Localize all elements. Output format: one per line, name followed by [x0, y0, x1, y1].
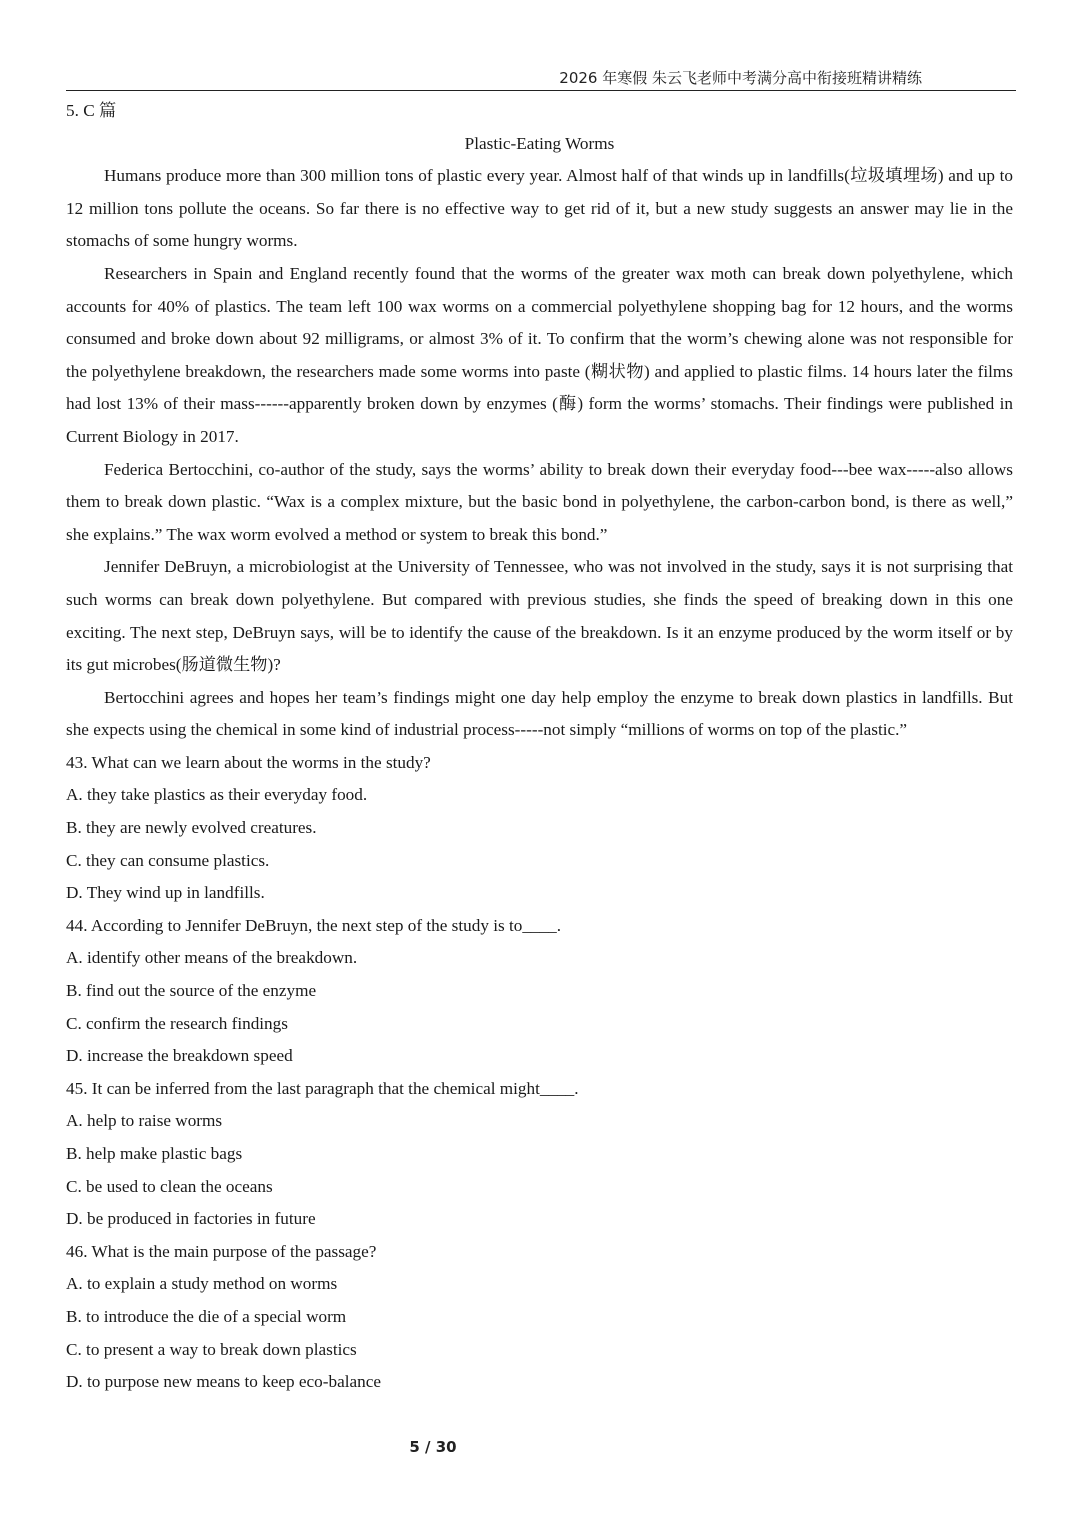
article-paragraph-1: Humans produce more than 300 million tons of plastic every year. Almost half of that winds up in landfills(垃圾填埋场) and up to 12 million tons pollute the oceans. So far there is no effective way to get rid of it, but a new study suggests an answer may lie in the stomachs of some hungry worms.	[66, 166, 1013, 251]
article-title: Plastic-Eating Worms	[464, 133, 615, 153]
question-46	[66, 1236, 1013, 1399]
article-paragraph-2: Researchers in Spain and England recently found that the worms of the greater wax moth can break down polyethylene, which accounts for 40% of plastics. The team left 100 wax worms on a commercial polyethylene shopping bag for 12 hours, and the worms consumed and broke down about 92 milligrams, or almost 3% of it. To confirm that the worm’s chewing alone was not responsible for the polyethylene breakdown, the researchers made some worms into paste (糊状物) and applied to plastic films. 14 hours later the films had lost 13% of their mass------apparently broken down by enzymes (酶) form the worms’ stomachs. Their findings were published in Current Biology in 2017.	[66, 263, 1013, 446]
question-list	[66, 747, 1013, 1399]
question-43	[66, 747, 1013, 910]
option-d: D. to purpose new means to keep eco-balance	[66, 1372, 381, 1392]
option-b: B. they are newly evolved creatures.	[66, 818, 317, 838]
section-label: 5. C 篇	[66, 101, 117, 120]
page-header	[66, 64, 1016, 91]
option-d: D. increase the breakdown speed	[66, 1046, 293, 1066]
option-a: A. to explain a study method on worms	[66, 1274, 338, 1294]
option-a: A. help to raise worms	[66, 1111, 223, 1131]
option-a: A. identify other means of the breakdown.	[66, 948, 358, 968]
option-b: B. find out the source of the enzyme	[66, 981, 317, 1001]
question-45	[66, 1073, 1013, 1236]
option-b: B. to introduce the die of a special worm	[66, 1306, 347, 1326]
option-d: D. They wind up in landfills.	[66, 883, 265, 903]
question-stem: 45. It can be inferred from the last paragraph that the chemical might____.	[66, 1078, 579, 1098]
option-b: B. help make plastic bags	[66, 1144, 243, 1163]
option-c: C. they can consume plastics.	[66, 850, 270, 870]
article-paragraph-3: Federica Bertocchini, co-author of the study, says the worms’ ability to break down their everyday food---bee wax-----also allows them to break down plastic. “Wax is a complex mixture, but the basic bond in polyethylene, the carbon-carbon bond, is there as well,” she explains.” The wax worm evolved a method or system to break this bond.”	[66, 459, 1013, 544]
question-stem: 43. What can we learn about the worms in the study?	[66, 752, 431, 772]
page-content	[66, 95, 1013, 1399]
question-stem: 44. According to Jennifer DeBruyn, the next step of the study is to____.	[66, 915, 562, 935]
question-44	[66, 910, 1013, 1073]
question-stem: 46. What is the main purpose of the passage?	[66, 1241, 377, 1261]
option-c: C. be used to clean the oceans	[66, 1176, 273, 1196]
option-d: D. be produced in factories in future	[66, 1209, 316, 1229]
option-a: A. they take plastics as their everyday food.	[66, 785, 368, 805]
article-paragraph-4: Jennifer DeBruyn, a microbiologist at the University of Tennessee, who was not involved in the study, says it is not surprising that such worms can break down polyethylene. But compared with previous studies, she finds the speed of breaking down in this one exciting. The next step, DeBruyn says, will be to identify the cause of the breakdown. Is it an enzyme produced by the worm itself or by its gut microbes(肠道微生物)?	[66, 557, 1013, 675]
article-paragraph-5: Bertocchini agrees and hopes her team’s findings might one day help employ the enzyme to break down plastics in landfills. But she expects using the chemical in some kind of industrial process-----not simply “millions of worms on top of the plastic.”	[66, 687, 1013, 740]
option-c: C. confirm the research findings	[66, 1013, 288, 1033]
header-title: 2026 年寒假 朱云飞老师中考满分高中衔接班精讲精练	[559, 69, 922, 87]
page-number: 5 / 30	[409, 1438, 457, 1456]
option-c: C. to present a way to break down plastics	[66, 1339, 357, 1359]
